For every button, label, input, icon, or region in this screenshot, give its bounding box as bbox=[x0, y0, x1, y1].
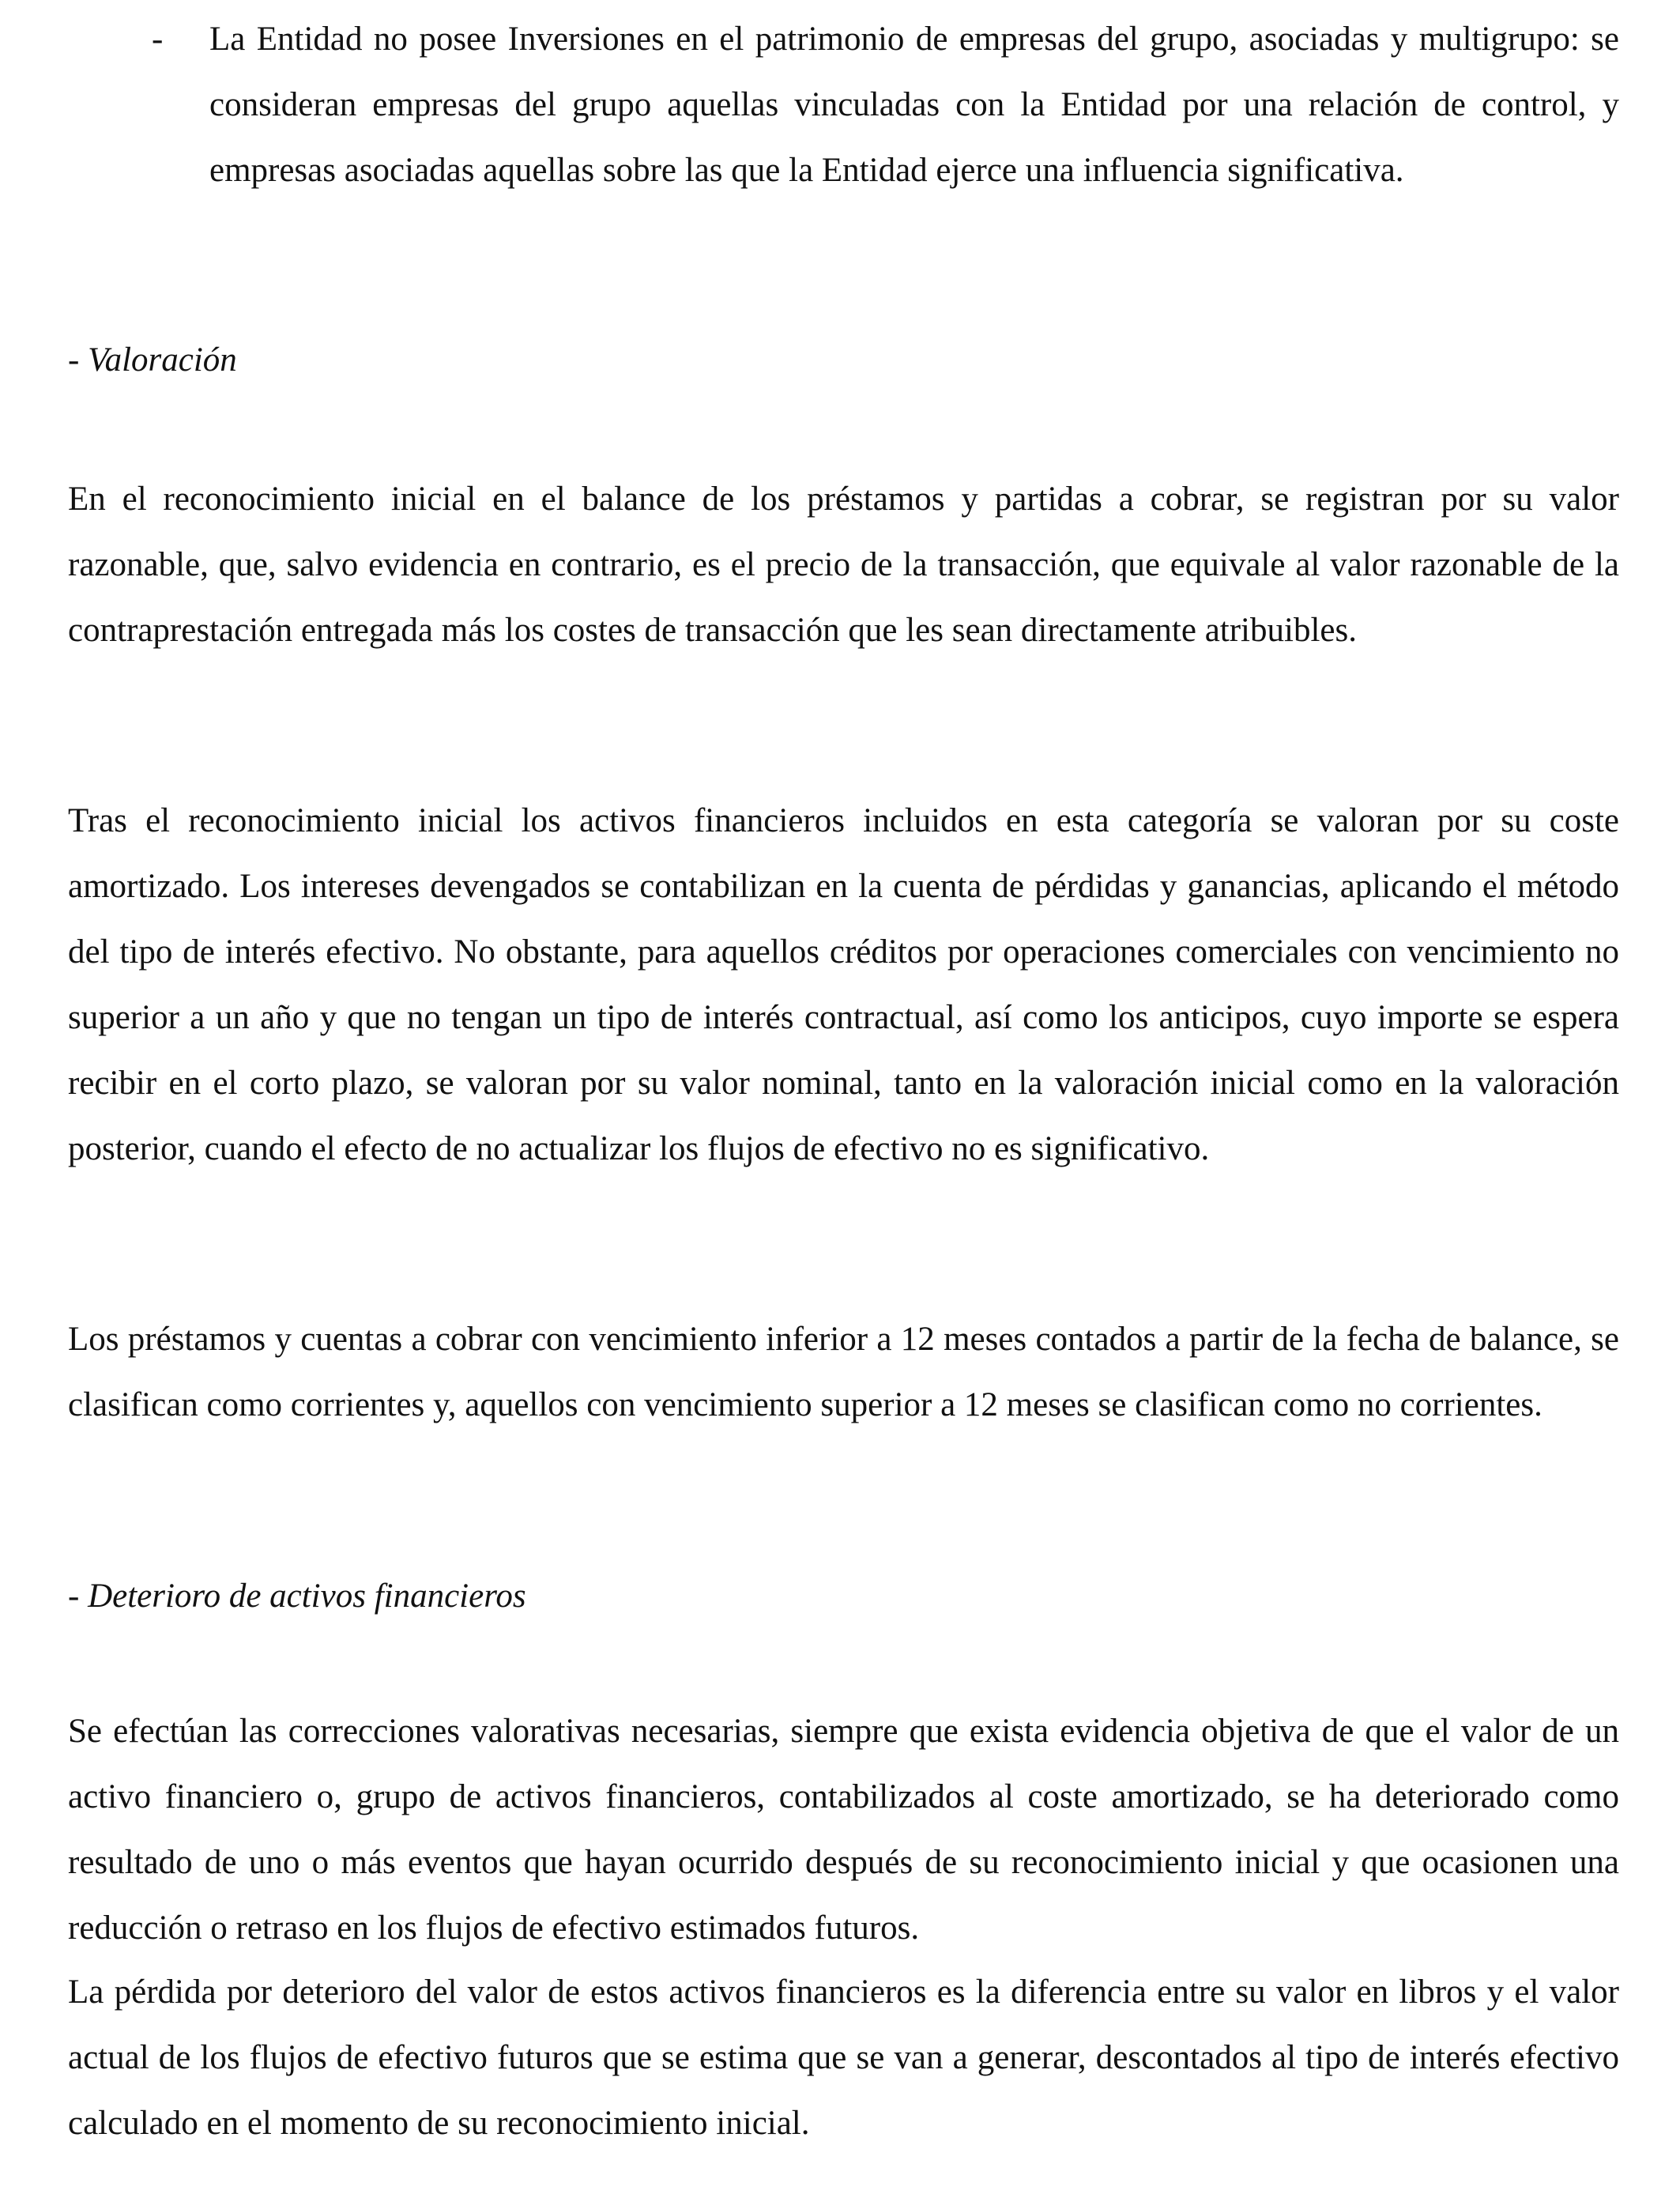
valoracion-paragraph-2: Tras el reconocimiento inicial los activos financieros incluidos en esta categoría se valoran por su coste amortizado. Los intereses devengados se contabilizan en la cuenta de pérdidas y ganancias, aplicando el método del tipo de interés efectivo. No obstante, para aquellos créditos por operaciones comerciales con vencimiento no superior a un año y que no tengan un tipo de interés contractual, así como los anticipos, cuyo importe se espera recibir en el corto plazo, se valoran por su valor nominal, tanto en la valoración inicial como en la valoración posterior, cuando el efecto de no actualizar los flujos de efectivo no es significativo. bbox=[68, 802, 1619, 1167]
valoracion-paragraph-1: En el reconocimiento inicial en el balance de los préstamos y partidas a cobrar, se registran por su valor razonable, que, salvo evidencia en contrario, es el precio de la transacción, que equivale al valor razonable de la contraprestación entregada más los costes de transacción que les sean directamente atribuibles. bbox=[68, 481, 1619, 649]
valoracion-paragraph-3-block bbox=[68, 1306, 1619, 1438]
valoracion-paragraph-1-block bbox=[68, 466, 1619, 663]
heading-deterioro-dash: - bbox=[68, 1578, 89, 1615]
deterioro-paragraph-1: Se efectúan las correcciones valorativas necesarias, siempre que exista evidencia objetiva de que el valor de un activo financiero o, grupo de activos financieros, contabilizados al coste amortizado, se ha deteriorado como resultado de uno o más eventos que hayan ocurrido después de su reconocimiento inicial y que ocasionen una reducción o retraso en los flujos de efectivo estimados futuros. bbox=[68, 1713, 1619, 1947]
deterioro-paragraph-2: La pérdida por deterioro del valor de estos activos financieros es la diferencia entre su valor en libros y el valor actual de los flujos de efectivo futuros que se estima que se van a generar, descontados al tipo de interés efectivo calculado en el momento de su reconocimiento inicial. bbox=[68, 1973, 1619, 2142]
valoracion-paragraph-2-block bbox=[68, 788, 1619, 1182]
deterioro-paragraph-1-block bbox=[68, 1698, 1619, 1961]
bullet-text: La Entidad no posee Inversiones en el patrimonio de empresas del grupo, asociadas y multigrupo: se consideran empresas del grupo aquellas vinculadas con la Entidad por una relación de control, y empresas asociadas aquellas sobre las que la Entidad ejerce una influencia significativa. bbox=[209, 21, 1619, 189]
heading-deterioro bbox=[68, 1563, 526, 1629]
heading-deterioro-title: Deterioro de activos financieros bbox=[88, 1578, 526, 1615]
heading-valoracion bbox=[68, 327, 237, 393]
valoracion-paragraph-3: Los préstamos y cuentas a cobrar con vencimiento inferior a 12 meses contados a partir de la fecha de balance, se clasifican como corrientes y, aquellos con vencimiento superior a 12 meses se clasifican como no corrientes. bbox=[68, 1321, 1619, 1423]
bullet-item bbox=[209, 6, 1619, 203]
deterioro-paragraph-2-block bbox=[68, 1959, 1619, 2156]
bullet-marker: - bbox=[152, 21, 164, 58]
heading-valoracion-title: Valoración bbox=[88, 341, 237, 379]
heading-valoracion-dash: - bbox=[68, 341, 89, 379]
